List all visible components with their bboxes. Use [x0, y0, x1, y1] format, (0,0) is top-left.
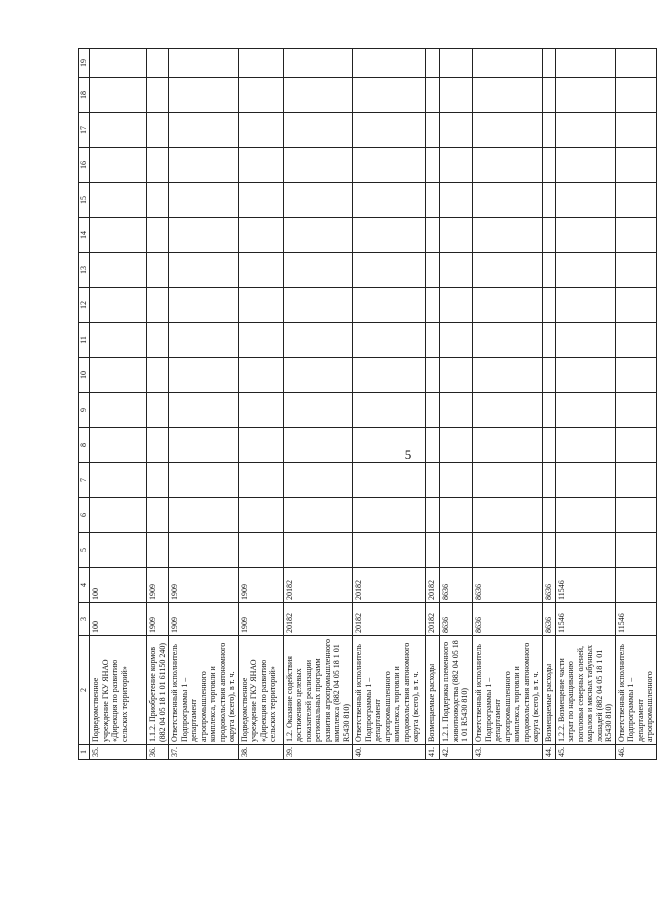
- empty-cell: [440, 113, 473, 148]
- empty-cell: [238, 148, 283, 183]
- empty-cell: [615, 428, 656, 463]
- row-number: 44.: [542, 745, 555, 760]
- row-name: 1.2. Оказание содействия достижению целевых показателей реализации региональных программ развития агропромышленного комплекса (882 04 05 18 1 01 R5430 810): [283, 636, 353, 745]
- row-name: Подведомственное учреждение ГКУ ЯНАО «Дирекция по развитию сельских территорий»: [238, 636, 283, 745]
- empty-cell: [283, 218, 353, 253]
- column-header: 16: [79, 148, 90, 183]
- empty-cell: [440, 288, 473, 323]
- empty-cell: [169, 148, 239, 183]
- empty-cell: [238, 498, 283, 533]
- empty-cell: [238, 183, 283, 218]
- empty-cell: [440, 498, 473, 533]
- empty-cell: [615, 463, 656, 498]
- header-row: [79, 49, 90, 760]
- empty-cell: [473, 463, 543, 498]
- column-header: 6: [79, 498, 90, 533]
- empty-cell: [353, 78, 426, 113]
- empty-cell: [353, 218, 426, 253]
- empty-cell: [615, 288, 656, 323]
- empty-cell: [283, 323, 353, 358]
- empty-cell: [169, 323, 239, 358]
- empty-cell: [555, 393, 615, 428]
- column-header: 10: [79, 358, 90, 393]
- empty-cell: [426, 288, 440, 323]
- value-col-3: 8636: [473, 603, 543, 636]
- empty-cell: [555, 533, 615, 568]
- empty-cell: [542, 498, 555, 533]
- table-row: [283, 49, 353, 760]
- empty-cell: [90, 288, 147, 323]
- empty-cell: [542, 78, 555, 113]
- empty-cell: [90, 78, 147, 113]
- empty-cell: [283, 498, 353, 533]
- value-col-3: 11546: [615, 603, 656, 636]
- empty-cell: [353, 113, 426, 148]
- empty-cell: [426, 78, 440, 113]
- empty-cell: [473, 288, 543, 323]
- empty-cell: [555, 288, 615, 323]
- row-number: 39.: [283, 745, 353, 760]
- column-header: 14: [79, 218, 90, 253]
- value-col-4: 1909: [147, 568, 169, 603]
- empty-cell: [147, 49, 169, 78]
- empty-cell: [555, 498, 615, 533]
- empty-cell: [473, 218, 543, 253]
- empty-cell: [353, 533, 426, 568]
- empty-cell: [473, 253, 543, 288]
- empty-cell: [169, 358, 239, 393]
- empty-cell: [90, 533, 147, 568]
- empty-cell: [542, 183, 555, 218]
- empty-cell: [169, 253, 239, 288]
- empty-cell: [353, 393, 426, 428]
- empty-cell: [473, 393, 543, 428]
- empty-cell: [473, 358, 543, 393]
- empty-cell: [555, 148, 615, 183]
- empty-cell: [542, 218, 555, 253]
- row-number: 43.: [473, 745, 543, 760]
- column-header: 8: [79, 428, 90, 463]
- value-col-3: 1909: [147, 603, 169, 636]
- empty-cell: [283, 183, 353, 218]
- empty-cell: [90, 148, 147, 183]
- row-number: 35.: [90, 745, 147, 760]
- empty-cell: [542, 358, 555, 393]
- empty-cell: [283, 533, 353, 568]
- value-col-3: 20182: [353, 603, 426, 636]
- empty-cell: [555, 113, 615, 148]
- empty-cell: [426, 463, 440, 498]
- empty-cell: [147, 533, 169, 568]
- empty-cell: [147, 358, 169, 393]
- empty-cell: [440, 218, 473, 253]
- row-name: Возмещаемые расходы: [426, 636, 440, 745]
- empty-cell: [147, 498, 169, 533]
- empty-cell: [283, 49, 353, 78]
- column-header: 17: [79, 113, 90, 148]
- value-col-4: 20182: [283, 568, 353, 603]
- empty-cell: [353, 253, 426, 288]
- row-number: 38.: [238, 745, 283, 760]
- empty-cell: [353, 183, 426, 218]
- empty-cell: [169, 463, 239, 498]
- empty-cell: [147, 183, 169, 218]
- column-header: 9: [79, 393, 90, 428]
- empty-cell: [283, 253, 353, 288]
- empty-cell: [615, 148, 656, 183]
- empty-cell: [542, 49, 555, 78]
- empty-cell: [426, 253, 440, 288]
- empty-cell: [147, 113, 169, 148]
- empty-cell: [555, 253, 615, 288]
- empty-cell: [238, 253, 283, 288]
- table-row: [473, 49, 543, 760]
- empty-cell: [440, 358, 473, 393]
- column-header: 3: [79, 603, 90, 636]
- page-number: 5: [404, 446, 412, 462]
- value-col-3: 100: [90, 603, 147, 636]
- table-row: [147, 49, 169, 760]
- empty-cell: [169, 113, 239, 148]
- row-name: Ответственный исполнитель Подпрограммы 1 – департамент агропромышленного: [615, 636, 656, 745]
- value-col-4: 1909: [169, 568, 239, 603]
- empty-cell: [555, 218, 615, 253]
- empty-cell: [542, 428, 555, 463]
- empty-cell: [353, 463, 426, 498]
- empty-cell: [283, 393, 353, 428]
- empty-cell: [238, 113, 283, 148]
- row-name: Возмещаемые расходы: [542, 636, 555, 745]
- empty-cell: [440, 183, 473, 218]
- row-name: Подведомственное учреждение ГКУ ЯНАО «Дирекция по развитию сельских территорий»: [90, 636, 147, 745]
- empty-cell: [440, 148, 473, 183]
- row-number: 37.: [169, 745, 239, 760]
- empty-cell: [90, 183, 147, 218]
- empty-cell: [426, 49, 440, 78]
- column-header: 4: [79, 568, 90, 603]
- empty-cell: [615, 533, 656, 568]
- empty-cell: [147, 148, 169, 183]
- column-header: 7: [79, 463, 90, 498]
- table-row: [353, 49, 426, 760]
- value-col-4: [615, 568, 656, 603]
- empty-cell: [238, 358, 283, 393]
- empty-cell: [440, 253, 473, 288]
- empty-cell: [169, 533, 239, 568]
- empty-cell: [283, 78, 353, 113]
- column-header: 2: [79, 636, 90, 745]
- empty-cell: [426, 428, 440, 463]
- empty-cell: [147, 253, 169, 288]
- empty-cell: [473, 113, 543, 148]
- empty-cell: [555, 463, 615, 498]
- empty-cell: [238, 218, 283, 253]
- table-row: [440, 49, 473, 760]
- empty-cell: [353, 358, 426, 393]
- empty-cell: [283, 148, 353, 183]
- empty-cell: [555, 323, 615, 358]
- value-col-3: 11546: [555, 603, 615, 636]
- empty-cell: [169, 428, 239, 463]
- empty-cell: [615, 253, 656, 288]
- empty-cell: [473, 148, 543, 183]
- empty-cell: [426, 183, 440, 218]
- empty-cell: [440, 323, 473, 358]
- empty-cell: [426, 323, 440, 358]
- table-row: [542, 49, 555, 760]
- empty-cell: [283, 463, 353, 498]
- empty-cell: [473, 49, 543, 78]
- empty-cell: [426, 358, 440, 393]
- empty-cell: [555, 78, 615, 113]
- row-number: 46.: [615, 745, 656, 760]
- empty-cell: [440, 463, 473, 498]
- empty-cell: [90, 358, 147, 393]
- empty-cell: [426, 498, 440, 533]
- column-header: 18: [79, 78, 90, 113]
- table-row: [555, 49, 615, 760]
- empty-cell: [473, 78, 543, 113]
- empty-cell: [426, 148, 440, 183]
- column-header: 12: [79, 288, 90, 323]
- row-number: 36.: [147, 745, 169, 760]
- empty-cell: [426, 113, 440, 148]
- empty-cell: [353, 49, 426, 78]
- empty-cell: [615, 218, 656, 253]
- empty-cell: [615, 183, 656, 218]
- empty-cell: [90, 498, 147, 533]
- empty-cell: [440, 393, 473, 428]
- empty-cell: [542, 288, 555, 323]
- value-col-4: 100: [90, 568, 147, 603]
- table-row: [169, 49, 239, 760]
- empty-cell: [90, 463, 147, 498]
- value-col-4: 20182: [353, 568, 426, 603]
- empty-cell: [90, 49, 147, 78]
- value-col-3: 20182: [426, 603, 440, 636]
- empty-cell: [440, 533, 473, 568]
- row-name: 1.2.1. Поддержка племенного животноводства (882 04 05 18 1 01 R5430 810): [440, 636, 473, 745]
- table-row: [426, 49, 440, 760]
- empty-cell: [542, 463, 555, 498]
- empty-cell: [615, 393, 656, 428]
- empty-cell: [238, 533, 283, 568]
- budget-table: [78, 48, 657, 760]
- table-row: [238, 49, 283, 760]
- empty-cell: [283, 288, 353, 323]
- empty-cell: [542, 113, 555, 148]
- row-name: Ответственный исполнитель Подпрограммы 1 – департамент агропромышленного комплекса, торговли и продовольствия автономного округа (всего), в т. ч.: [169, 636, 239, 745]
- empty-cell: [238, 288, 283, 323]
- empty-cell: [169, 49, 239, 78]
- empty-cell: [473, 533, 543, 568]
- empty-cell: [426, 393, 440, 428]
- empty-cell: [426, 533, 440, 568]
- value-col-3: 8636: [542, 603, 555, 636]
- empty-cell: [615, 113, 656, 148]
- row-number: 42.: [440, 745, 473, 760]
- row-name: 1.1.2. Приобретение кормов (882 04 05 18 1 01 61150 240): [147, 636, 169, 745]
- empty-cell: [147, 288, 169, 323]
- column-header: 5: [79, 533, 90, 568]
- column-header: 11: [79, 323, 90, 358]
- empty-cell: [169, 78, 239, 113]
- empty-cell: [283, 428, 353, 463]
- empty-cell: [473, 428, 543, 463]
- empty-cell: [90, 428, 147, 463]
- empty-cell: [555, 358, 615, 393]
- empty-cell: [169, 498, 239, 533]
- empty-cell: [353, 498, 426, 533]
- empty-cell: [440, 428, 473, 463]
- row-number: 45.: [555, 745, 615, 760]
- empty-cell: [353, 288, 426, 323]
- empty-cell: [440, 78, 473, 113]
- column-header: 13: [79, 253, 90, 288]
- table-row: [615, 49, 656, 760]
- empty-cell: [353, 323, 426, 358]
- empty-cell: [147, 78, 169, 113]
- row-name: 1.2.2. Возмещение части затрат по наращиванию поголовья северных оленей, маралов и мясных табунных лошадей (882 04 05 18 1 01 R5430 810): [555, 636, 615, 745]
- empty-cell: [473, 323, 543, 358]
- empty-cell: [147, 428, 169, 463]
- empty-cell: [542, 253, 555, 288]
- empty-cell: [555, 428, 615, 463]
- row-number: 41.: [426, 745, 440, 760]
- empty-cell: [615, 498, 656, 533]
- empty-cell: [169, 218, 239, 253]
- empty-cell: [615, 358, 656, 393]
- empty-cell: [169, 393, 239, 428]
- empty-cell: [238, 49, 283, 78]
- row-name: Ответственный исполнитель Подпрограммы 1 – департамент агропромышленного комплекса, торговли и продовольствия автономного округа (всего), в т. ч.: [353, 636, 426, 745]
- empty-cell: [90, 113, 147, 148]
- row-name: Ответственный исполнитель Подпрограммы 1 – департамент агропромышленного комплекса, торговли и продовольствия автономного округа (всего), в т. ч.: [473, 636, 543, 745]
- empty-cell: [238, 428, 283, 463]
- empty-cell: [147, 323, 169, 358]
- empty-cell: [542, 148, 555, 183]
- empty-cell: [440, 49, 473, 78]
- value-col-3: 20182: [283, 603, 353, 636]
- empty-cell: [90, 323, 147, 358]
- empty-cell: [283, 113, 353, 148]
- empty-cell: [238, 78, 283, 113]
- table-row: [90, 49, 147, 760]
- column-header: 19: [79, 49, 90, 78]
- empty-cell: [542, 533, 555, 568]
- value-col-4: 11546: [555, 568, 615, 603]
- empty-cell: [615, 323, 656, 358]
- value-col-4: 8636: [542, 568, 555, 603]
- empty-cell: [473, 183, 543, 218]
- empty-cell: [147, 218, 169, 253]
- value-col-4: 8636: [473, 568, 543, 603]
- empty-cell: [542, 393, 555, 428]
- empty-cell: [542, 323, 555, 358]
- row-number: 40.: [353, 745, 426, 760]
- empty-cell: [353, 428, 426, 463]
- value-col-3: 1909: [238, 603, 283, 636]
- empty-cell: [238, 323, 283, 358]
- column-header: 15: [79, 183, 90, 218]
- empty-cell: [555, 183, 615, 218]
- value-col-4: 1909: [238, 568, 283, 603]
- empty-cell: [169, 183, 239, 218]
- column-header: 1: [79, 745, 90, 760]
- empty-cell: [238, 463, 283, 498]
- empty-cell: [90, 393, 147, 428]
- empty-cell: [238, 393, 283, 428]
- empty-cell: [169, 288, 239, 323]
- empty-cell: [90, 218, 147, 253]
- value-col-3: 8636: [440, 603, 473, 636]
- empty-cell: [473, 498, 543, 533]
- value-col-4: 8636: [440, 568, 473, 603]
- value-col-3: 1909: [169, 603, 239, 636]
- value-col-4: 20182: [426, 568, 440, 603]
- empty-cell: [615, 49, 656, 78]
- empty-cell: [353, 148, 426, 183]
- empty-cell: [90, 253, 147, 288]
- empty-cell: [283, 358, 353, 393]
- empty-cell: [147, 393, 169, 428]
- empty-cell: [555, 49, 615, 78]
- empty-cell: [615, 78, 656, 113]
- empty-cell: [147, 463, 169, 498]
- empty-cell: [426, 218, 440, 253]
